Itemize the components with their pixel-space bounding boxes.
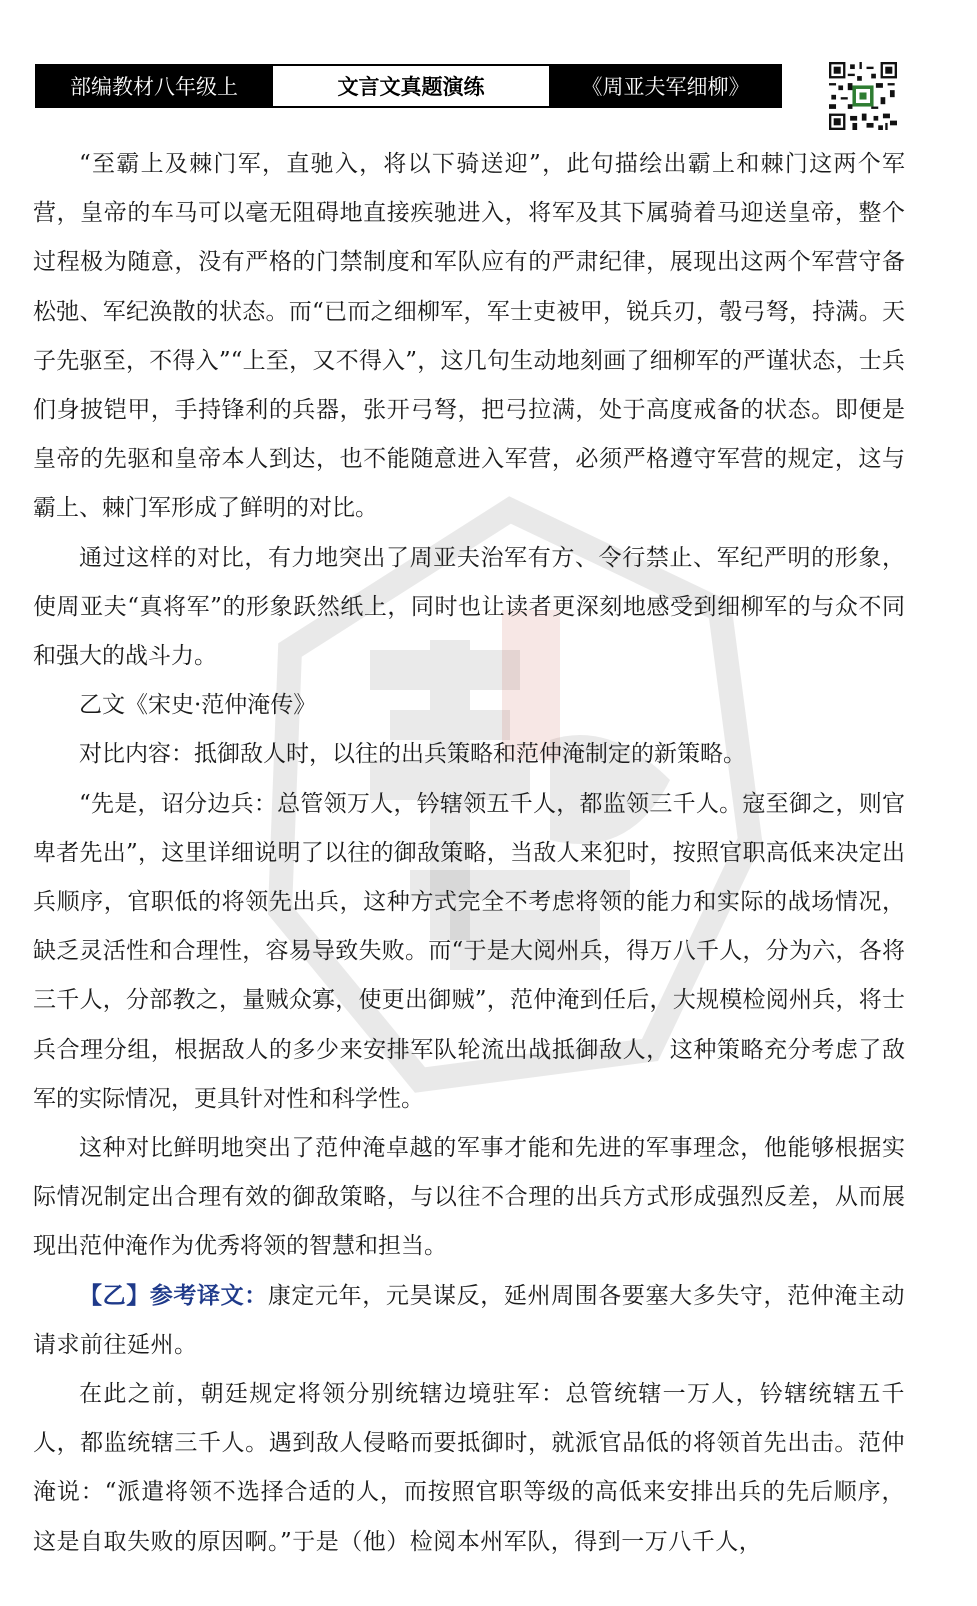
qr-code-icon[interactable]: [829, 62, 897, 130]
comparison-note: 对比内容：抵御敌人时，以往的出兵策略和范仲淹制定的新策略。: [79, 741, 746, 768]
page-header: [35, 64, 782, 108]
reference-text: 康定元年，元昊谋反，延州周围各要塞大多失守，范仲淹主动请求前往延州。: [33, 1282, 906, 1358]
document-body: [33, 140, 905, 1567]
reference-label: 【乙】参考译文：: [79, 1282, 268, 1309]
section-heading: 乙文《宋史·范仲淹传》: [79, 692, 317, 719]
reference-translation: [33, 1272, 905, 1370]
analysis-paragraph: “至霸上及棘门军，直驰入，将以下骑送迎”，此句描绘出霸上和棘门这两个军营，皇帝的车马可以毫无阻碍地直接疾驰进入，将军及其下属骑着马迎送皇帝，整个过程极为随意，没有严格的门禁制度和军队应有的严肃纪律，展现出这两个军营守备松弛、军纪涣散的状态。而“已而之细柳军，军士吏被甲，锐兵刃，彀弓弩，持满。天子先驱至，不得入”“上至，又不得入”，这几句生动地刻画了细柳军的严谨状态，士兵们身披铠甲，手持锋利的兵器，张开弓弩，把弓拉满，处于高度戒备的状态。即便是皇帝的先驱和皇帝本人到达，也不能随意进入军营，必须严格遵守军营的规定，这与霸上、棘门军形成了鲜明的对比。: [33, 151, 905, 522]
analysis-paragraph: 这种对比鲜明地突出了范仲淹卓越的军事才能和先进的军事理念，他能够根据实际情况制定出合理有效的御敌策略，与以往不合理的出兵方式形成强烈反差，从而展现出范仲淹作为优秀将领的智慧和担当。: [33, 1135, 905, 1260]
header-title: 文言文真题演练: [271, 66, 551, 106]
analysis-paragraph: “先是，诏分边兵：总管领万人，钤辖领五千人，都监领三千人。寇至御之，则官卑者先出”，这里详细说明了以往的御敌策略，当敌人来犯时，按照官职高低来决定出兵顺序，官职低的将领先出兵，这种方式完全不考虑将领的能力和实际的战场情况，缺乏灵活性和合理性，容易导致失败。而“于是大阅州兵，得万八千人，分为六，各将三千人，分部教之，量贼众寡，使更出御贼”，范仲淹到任后，大规模检阅州兵，将士兵合理分组，根据敌人的多少来安排军队轮流出战抵御敌人，这种策略充分考虑了敌军的实际情况，更具针对性和科学性。: [33, 790, 905, 1112]
header-grade: 部编教材八年级上: [37, 66, 271, 106]
translation-paragraph: 在此之前，朝廷规定将领分别统辖边境驻军：总管统辖一万人，钤辖统辖五千人，都监统辖三千人。遇到敌人侵略而要抵御时，就派官品低的将领首先出击。范仲淹说：“派遣将领不选择合适的人，而按照官职等级的高低来安排出兵的先后顺序，这是自取失败的原因啊。”于是（他）检阅本州军队，得到一万八千人，: [33, 1381, 905, 1555]
header-lesson: 《周亚夫军细柳》: [551, 66, 780, 106]
analysis-paragraph: 通过这样的对比，有力地突出了周亚夫治军有方、令行禁止、军纪严明的形象，使周亚夫“真将军”的形象跃然纸上，同时也让读者更深刻地感受到细柳军的与众不同和强大的战斗力。: [33, 544, 905, 670]
